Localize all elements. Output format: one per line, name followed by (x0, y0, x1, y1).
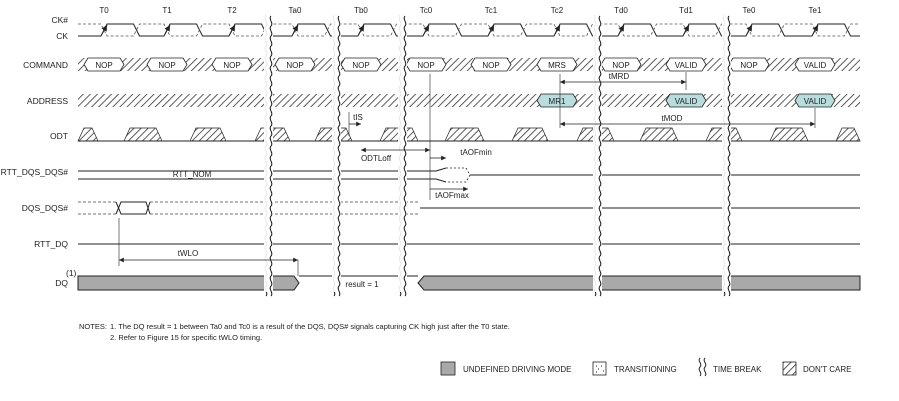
clock-edge-marker (747, 25, 752, 34)
clock-edge-marker (230, 25, 235, 34)
dq-row (78, 276, 860, 290)
address-row (78, 94, 860, 107)
ck-hash-waveform (78, 24, 860, 36)
clock-label-t1: T1 (162, 6, 172, 15)
clock-edge-marker (813, 25, 818, 34)
rtt-dqs-label: RTT_DQS_DQS# (0, 167, 68, 177)
legend-time-break-label: TIME BREAK (713, 365, 762, 374)
command-box-label: NOP (95, 61, 113, 70)
dqs-row (78, 202, 860, 214)
odt-row (78, 128, 860, 141)
dq-undefined-region-2 (418, 276, 860, 290)
command-box-label: NOP (612, 61, 630, 70)
odt-dont-care-segment (445, 128, 484, 141)
clock-label-ta0: Ta0 (288, 6, 302, 15)
command-box-label: VALID (674, 61, 698, 70)
dq-superscript: (1) (66, 268, 77, 278)
dqs-pulse (116, 202, 150, 214)
tmrd-label: tMRD (608, 72, 630, 81)
clock-edge-marker (293, 25, 298, 34)
legend-dont-care-swatch (783, 362, 796, 375)
legend-undefined-swatch (441, 362, 455, 375)
command-box-label: MRS (548, 61, 566, 70)
clock-label-te1: Te1 (808, 6, 822, 15)
command-row (78, 58, 860, 71)
address-label: ADDRESS (26, 96, 68, 106)
clock-label-tc0: Tc0 (419, 6, 433, 15)
rtt-dq-label: RTT_DQ (34, 239, 68, 249)
odt-dont-care-segment (770, 128, 808, 141)
dqs-label: DQS_DQS# (21, 203, 68, 213)
command-box-label: NOP (352, 61, 370, 70)
address-box-label: VALID (674, 97, 698, 106)
clock-edge-marker (102, 25, 107, 34)
clock-waveforms (78, 24, 860, 36)
ck-label: CK (56, 31, 68, 41)
clock-edge-marker (424, 25, 429, 34)
tis-label: tIS (353, 113, 363, 122)
odt-dont-care-segment (512, 128, 548, 141)
result-label: result = 1 (345, 280, 379, 289)
legend-transitioning-label: TRANSITIONING (614, 365, 677, 374)
ck-hash-label: CK# (51, 15, 68, 25)
command-box-label: VALID (803, 61, 827, 70)
command-label: COMMAND (23, 60, 68, 70)
address-box-label: MR1 (548, 97, 566, 106)
clock-edge-marker (359, 25, 364, 34)
odt-dont-care-segment (124, 128, 162, 141)
ck-waveform (78, 24, 860, 36)
odt-label: ODT (50, 131, 68, 141)
signal-labels (1, 15, 77, 288)
command-box-label: NOP (223, 61, 241, 70)
rtt-nom-label: RTT_NOM (172, 170, 212, 179)
legend-dont-care-label: DON'T CARE (803, 365, 852, 374)
clock-edge-marker (555, 25, 560, 34)
command-box-label: NOP (482, 61, 500, 70)
legend-time-break-icon (699, 358, 706, 376)
odt-dont-care-segment (836, 128, 860, 141)
address-box-label: VALID (803, 97, 827, 106)
clock-label-td0: Td0 (614, 6, 628, 15)
clock-label-td1: Td1 (679, 6, 693, 15)
legend-undefined-label: UNDEFINED DRIVING MODE (463, 365, 572, 374)
clock-label-tc1: Tc1 (484, 6, 498, 15)
legend-transitioning-swatch (593, 362, 606, 375)
command-box-label: NOP (417, 61, 435, 70)
clock-edge-marker (165, 25, 170, 34)
command-box-label: NOP (158, 61, 176, 70)
clock-edge-marker (619, 25, 624, 34)
notes-heading: NOTES: (79, 322, 107, 331)
odt-dont-care-segment (190, 128, 226, 141)
note-2: 2. Refer to Figure 15 for specific tWLO timing. (110, 333, 263, 342)
clock-label-t0: T0 (99, 6, 109, 15)
clock-label-tb0: Tb0 (354, 6, 368, 15)
notes (79, 322, 510, 342)
clock-edge-labels (99, 6, 822, 15)
command-box-label: NOP (286, 61, 304, 70)
clock-label-te0: Te0 (742, 6, 756, 15)
tmod-label: tMOD (661, 114, 683, 123)
rtt-dqs-row (78, 168, 860, 182)
rtt-dqs-transition (446, 168, 470, 182)
taofmin-label: tAOFmin (460, 148, 492, 157)
command-box-label: NOP (740, 61, 758, 70)
legend (441, 358, 852, 376)
dqs-waveform-dashed (78, 202, 420, 214)
address-dont-care-band (78, 94, 860, 107)
twlo-label: tWLO (177, 249, 199, 258)
odt-dont-care-segment (640, 128, 678, 141)
clock-edge-marker (684, 25, 689, 34)
odtloff-label: ODTLoff (360, 154, 392, 163)
odt-dont-care-segment (78, 128, 98, 141)
taofmax-label: tAOFmax (435, 191, 469, 200)
note-1: 1. The DQ result = 1 between Ta0 and Tc0 is a result of the DQS, DQS# signals capturing CK high just after the T0 state. (110, 322, 510, 331)
clock-label-tc2: Tc2 (550, 6, 564, 15)
clock-label-t2: T2 (227, 6, 237, 15)
dq-label: DQ (55, 278, 68, 288)
clock-edge-marker (489, 25, 494, 34)
